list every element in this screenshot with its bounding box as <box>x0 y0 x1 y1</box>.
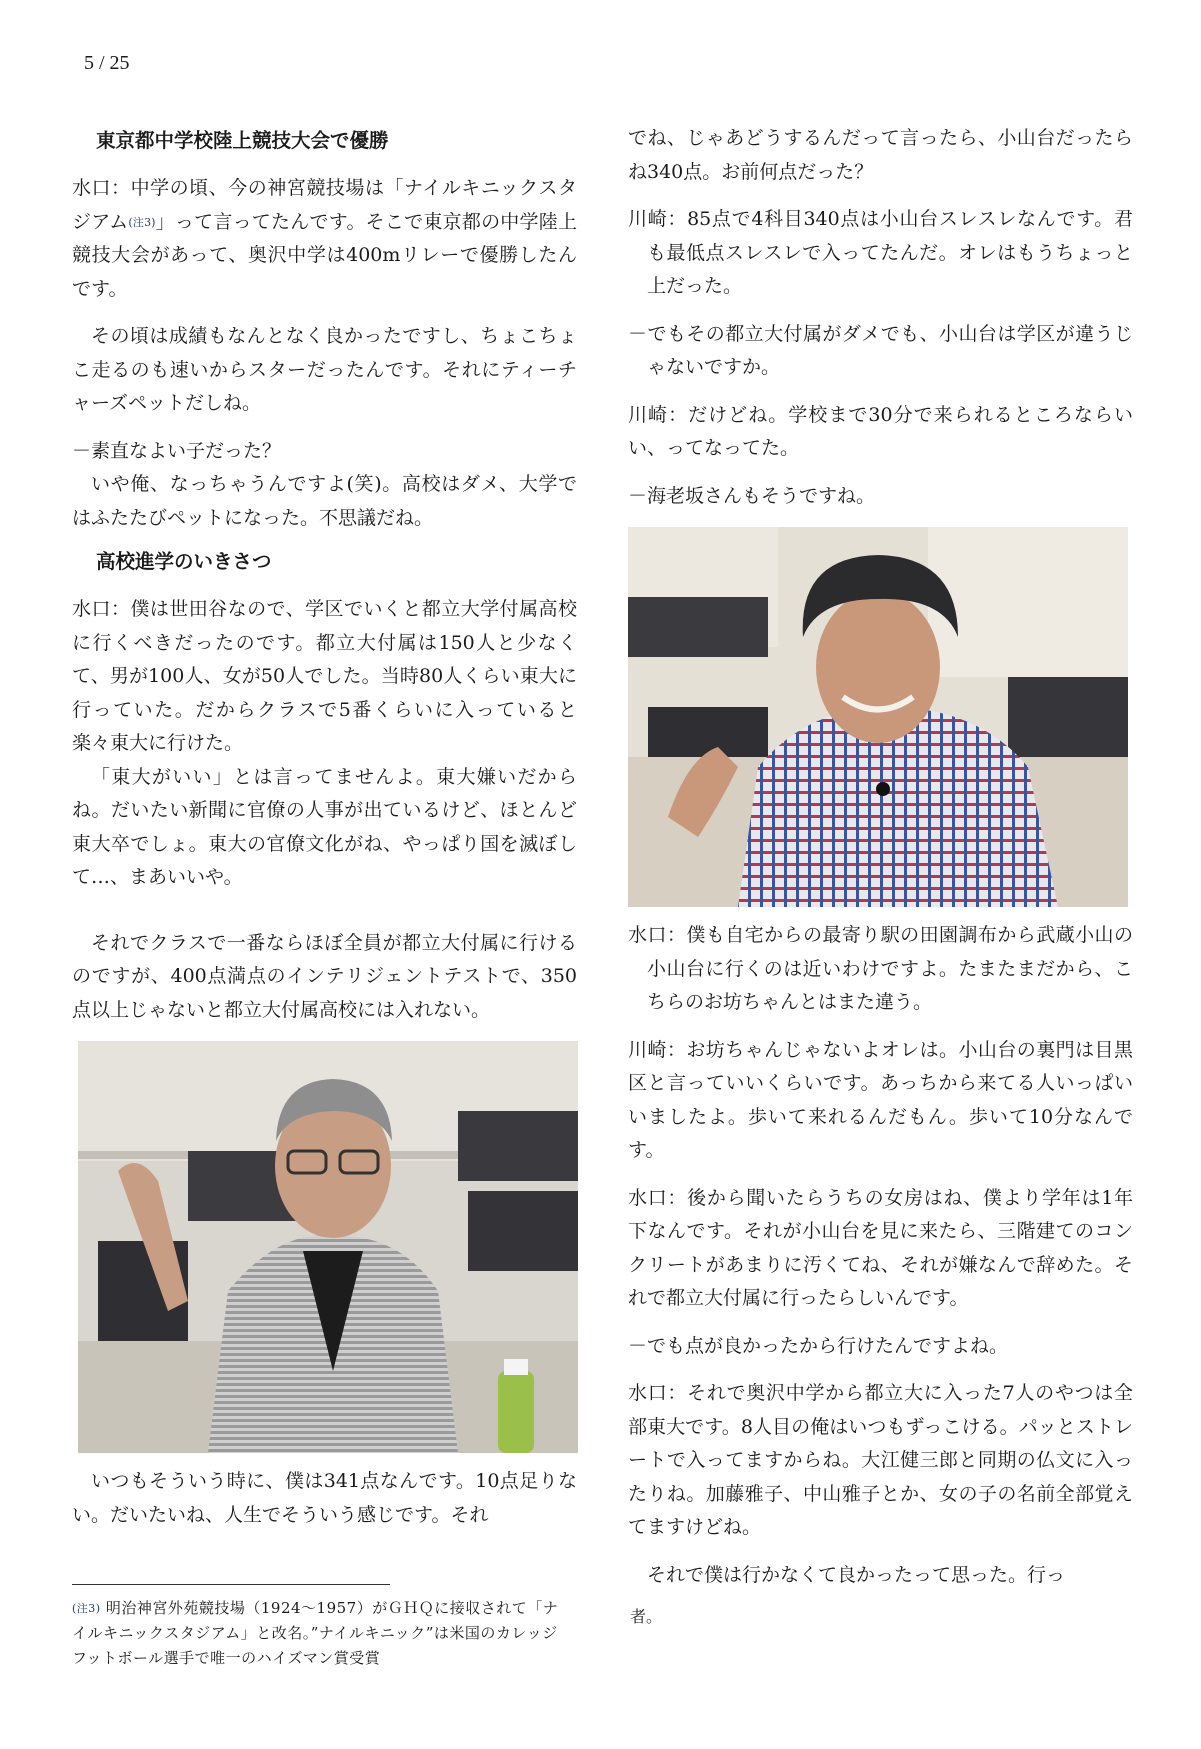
paragraph: －素直なよい子だった？ <box>72 439 282 462</box>
paragraph <box>72 172 577 306</box>
footnote-mark: (注3) <box>72 1602 101 1615</box>
paragraph: でね、じゃあどうするんだって言ったら、小山台だったらね340点。お前何点だった？ <box>628 127 1133 183</box>
left-column <box>72 122 577 1546</box>
footnote <box>72 1596 572 1671</box>
spacer <box>72 909 577 927</box>
paragraph: 川崎：お坊ちゃんじゃないよオレは。小山台の裏門は目黒区と言っていいくらいです。あっちから来てる人いっぱいいましたよ。歩いて来れるんだもん。歩いて10分なんです。 <box>628 1038 1133 1161</box>
text-segment: 水口：中学の頃、今の神宮競技場は「ナイルキニックスタジアム <box>72 177 577 233</box>
paragraph: それで僕は行かなくて良かったって思った。行っ <box>647 1563 1066 1586</box>
paragraph: いや俺、なっちゃうんですよ(笑)。高校はダメ、大学ではふたたびペットになった。不思議だね。 <box>72 473 577 529</box>
paragraph: 水口：後から聞いたらうちの女房はね、僕より学年は1年下なんです。それが小山台を見に来たら、三階建てのコンクリートがあまりに汚くてね、それが嫌なんで辞めた。それで都立大付属に行ったらしいんです。 <box>628 1186 1133 1309</box>
paragraph: 水口：僕は世田谷なので、学区でいくと都立大学付属高校に行くべきだったのです。都立大付属は150人と少なくて、男が100人、女が50人でした。当時80人くらい東大に行っていた。だからクラスで5番くらいに入っていると楽々東大に行けた。 <box>72 598 577 754</box>
paragraph: －でもその都立大付属がダメでも、小山台は学区が違うじゃないですか。 <box>628 322 1133 378</box>
section-heading-high-school: 高校進学のいきさつ <box>96 550 272 573</box>
paragraph: 水口：僕も自宅からの最寄り駅の田園調布から武蔵小山の小山台に行くのは近いわけですよ。たまたまだから、こちらのお坊ちゃんとはまた違う。 <box>628 924 1133 1013</box>
photo-illustration <box>78 1041 578 1453</box>
photo-illustration <box>628 527 1128 907</box>
page-number: 5 / 25 <box>84 52 130 74</box>
paragraph: 川崎：だけどね。学校まで30分で来られるところならいい、ってなってた。 <box>628 403 1133 459</box>
footnote-ref[interactable]: (注3) <box>128 215 156 229</box>
paragraph: いつもそういう時に、僕は341点なんです。10点足りない。だいたいね、人生でそういう感じです。それ <box>72 1470 577 1526</box>
paragraph: 川崎：85点で4科目340点は小山台スレスレなんです。君も最低点スレスレで入ってたんだ。オレはもうちょっと上だった。 <box>628 208 1133 297</box>
paragraph: 「東大がいい」とは言ってませんよ。東大嫌いだからね。だいたい新聞に官僚の人事が出ているけど、ほとんど東大卒でしょ。東大の官僚文化がね、やっぱり国を滅ぼして…、まあいいや。 <box>72 765 577 888</box>
paragraph: 水口：それで奥沢中学から都立大に入った7人のやつは全部東大です。8人目の俺はいつもずっこける。パッとストレートで入ってますからね。大江健三郎と同期の仏文に入ったりね。加藤雅子、中山雅子とか、女の子の名前全部覚えてますけどね。 <box>628 1382 1133 1538</box>
section-heading-athletics: 東京都中学校陸上競技大会で優勝 <box>96 129 389 152</box>
footnote-text: 明治神宮外苑競技場（1924～1957）がＧＨＱに接収されて「ナイルキニックスタジアム」と改名。”ナイルキニック”は米国のカレッジフットボール選手で唯一のハイズマン賞受賞 <box>72 1599 559 1667</box>
interview-photo-mizuguchi <box>78 1041 578 1453</box>
right-column <box>628 122 1133 1606</box>
paragraph: －でも点が良かったから行けたんですよね。 <box>628 1334 1009 1357</box>
paragraph: それでクラスで一番ならほぼ全員が都立大付属に行けるのですが、400点満点のインテリジェントテストで、350点以上じゃないと都立大付属高校には入れない。 <box>72 931 577 1021</box>
paragraph: その頃は成績もなんとなく良かったですし、ちょこちょこ走るのも速いからスターだったんです。それにティーチャーズペットだしね。 <box>72 325 577 414</box>
interview-photo-kawasaki <box>628 527 1128 907</box>
footnote-divider <box>72 1584 390 1585</box>
footnote-continuation: 者。 <box>630 1607 663 1626</box>
text-segment: 」って言ってたんです。そこで東京都の中学陸上競技大会があって、奥沢中学は400mリレーで優勝したんです。 <box>72 210 577 300</box>
paragraph: －海老坂さんもそうですね。 <box>628 484 876 507</box>
